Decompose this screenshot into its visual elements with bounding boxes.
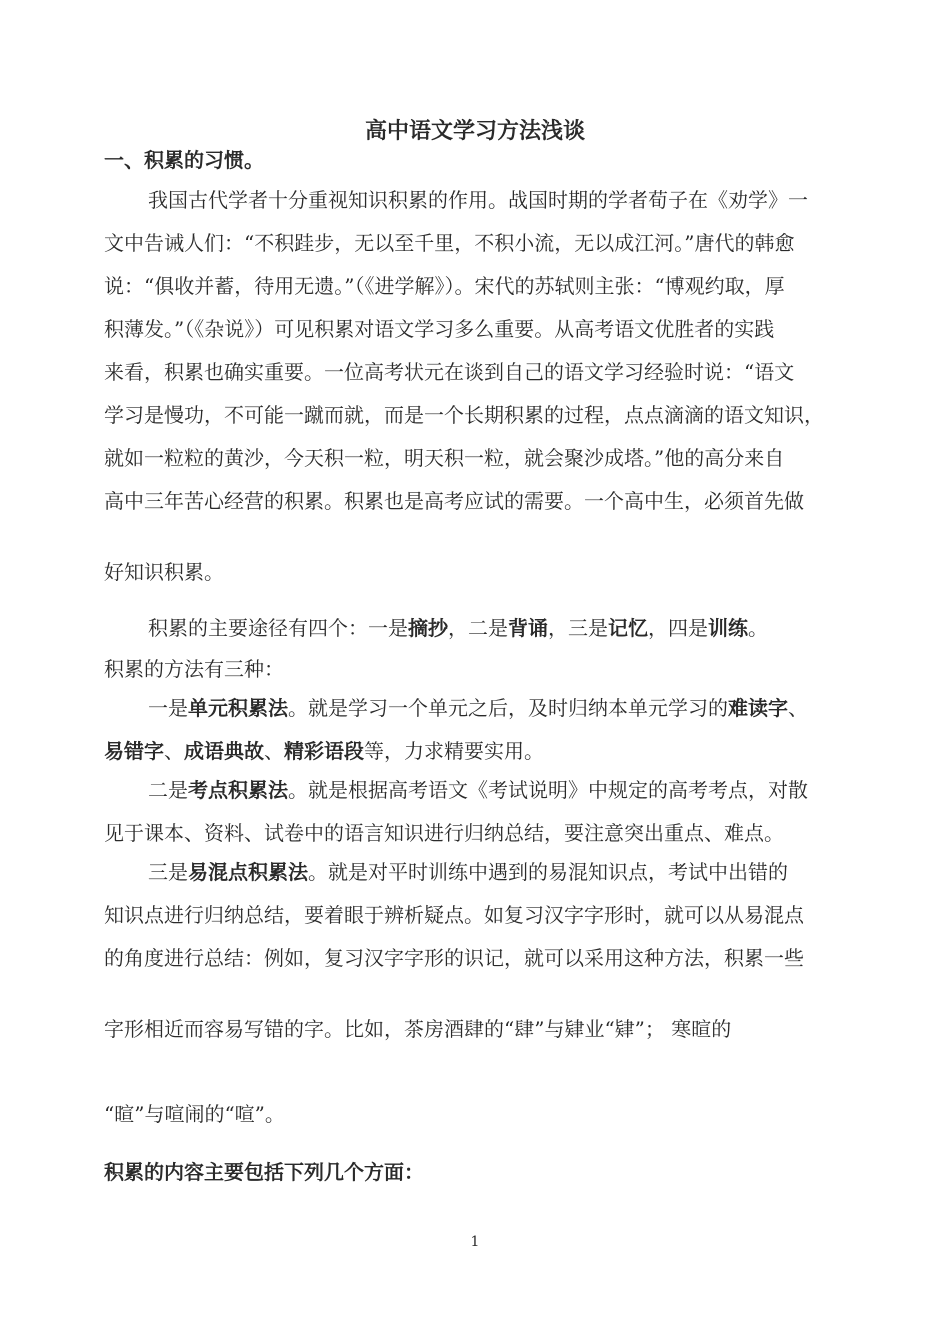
method-text: 等，力求精要实用。 [364, 739, 544, 763]
method3-line: 的角度进行总结：例如，复习汉字字形的识记，就可以采用这种方法，积累一些 [104, 946, 804, 970]
ways-line [148, 614, 768, 642]
method3-line: 知识点进行归纳总结，要着眼于辨析疑点。如复习汉字字形时，就可以从易混点 [104, 903, 804, 927]
ways-text: ，二是 [448, 616, 508, 640]
paragraph-line: 就如一粒粒的黄沙，今天积一粒，明天积一粒，就会聚沙成塔。”他的高分来自 [104, 446, 785, 470]
method-text: 二是 [148, 778, 188, 802]
method1-name: 单元积累法 [188, 696, 288, 720]
method1-line [148, 694, 808, 722]
ways-text: ，三是 [548, 616, 608, 640]
content-heading: 积累的内容主要包括下列几个方面： [104, 1160, 424, 1184]
way-recite: 背诵 [508, 616, 548, 640]
keyword: 精彩语段 [284, 739, 364, 763]
way-excerpt: 摘抄 [408, 616, 448, 640]
keyword: 成语典故 [184, 739, 264, 763]
way-practice: 训练 [708, 616, 748, 640]
paragraph-line: 好知识积累。 [104, 560, 224, 584]
method3-name: 易混点积累法 [188, 860, 308, 884]
method-text: 、 [164, 739, 184, 763]
paragraph-line: 学习是慢功，不可能一蹴而就，而是一个长期积累的过程，点点滴滴的语文知识， [104, 403, 824, 427]
paragraph-line: 高中三年苦心经营的积累。积累也是高考应试的需要。一个高中生，必须首先做 [104, 489, 804, 513]
ways-text: 。 [748, 616, 768, 640]
paragraph-line: 积薄发。”（《杂说》）可见积累对语文学习多么重要。从高考语文优胜者的实践 [104, 317, 775, 341]
method-text: 。就是对平时训练中遇到的易混知识点，考试中出错的 [308, 860, 788, 884]
ways-text: ，四是 [648, 616, 708, 640]
method2-line [148, 776, 808, 804]
method-text: 三是 [148, 860, 188, 884]
method-text: 一是 [148, 696, 188, 720]
method2-line: 见于课本、资料、试卷中的语言知识进行归纳总结，要注意突出重点、难点。 [104, 821, 784, 845]
paragraph-line: 说：“俱收并蓄，待用无遗。”（《进学解》）。宋代的苏轼则主张：“博观约取，厚 [104, 274, 785, 298]
method-text: 、 [788, 696, 808, 720]
keyword: 难读字 [728, 696, 788, 720]
section-heading: 一、积累的习惯。 [104, 148, 264, 172]
way-memorize: 记忆 [608, 616, 648, 640]
method3-line: 字形相近而容易写错的字。比如，茶房酒肆的“肆”与肄业“肄”； 寒暄的 [104, 1017, 732, 1041]
method1-line [104, 737, 544, 765]
method-text: 。就是学习一个单元之后，及时归纳本单元学习的 [288, 696, 728, 720]
method3-line [148, 858, 788, 886]
ways-text: 积累的主要途径有四个：一是 [148, 616, 408, 640]
method3-line: “暄”与喧闹的“喧”。 [104, 1102, 285, 1126]
method-text: 。就是根据高考语文《考试说明》中规定的高考考点，对散 [288, 778, 808, 802]
page-number: 1 [470, 1234, 480, 1250]
method2-name: 考点积累法 [188, 778, 288, 802]
paragraph-line: 来看，积累也确实重要。一位高考状元在谈到自己的语文学习经验时说：“语文 [104, 360, 795, 384]
document-title: 高中语文学习方法浅谈 [364, 118, 585, 144]
paragraph-line: 我国古代学者十分重视知识积累的作用。战国时期的学者荀子在《劝学》一 [148, 188, 808, 212]
keyword: 易错字 [104, 739, 164, 763]
method-text: 、 [264, 739, 284, 763]
methods-intro: 积累的方法有三种： [104, 657, 284, 681]
paragraph-line: 文中告诫人们：“不积跬步，无以至千里，不积小流，无以成江河。”唐代的韩愈 [104, 231, 795, 255]
